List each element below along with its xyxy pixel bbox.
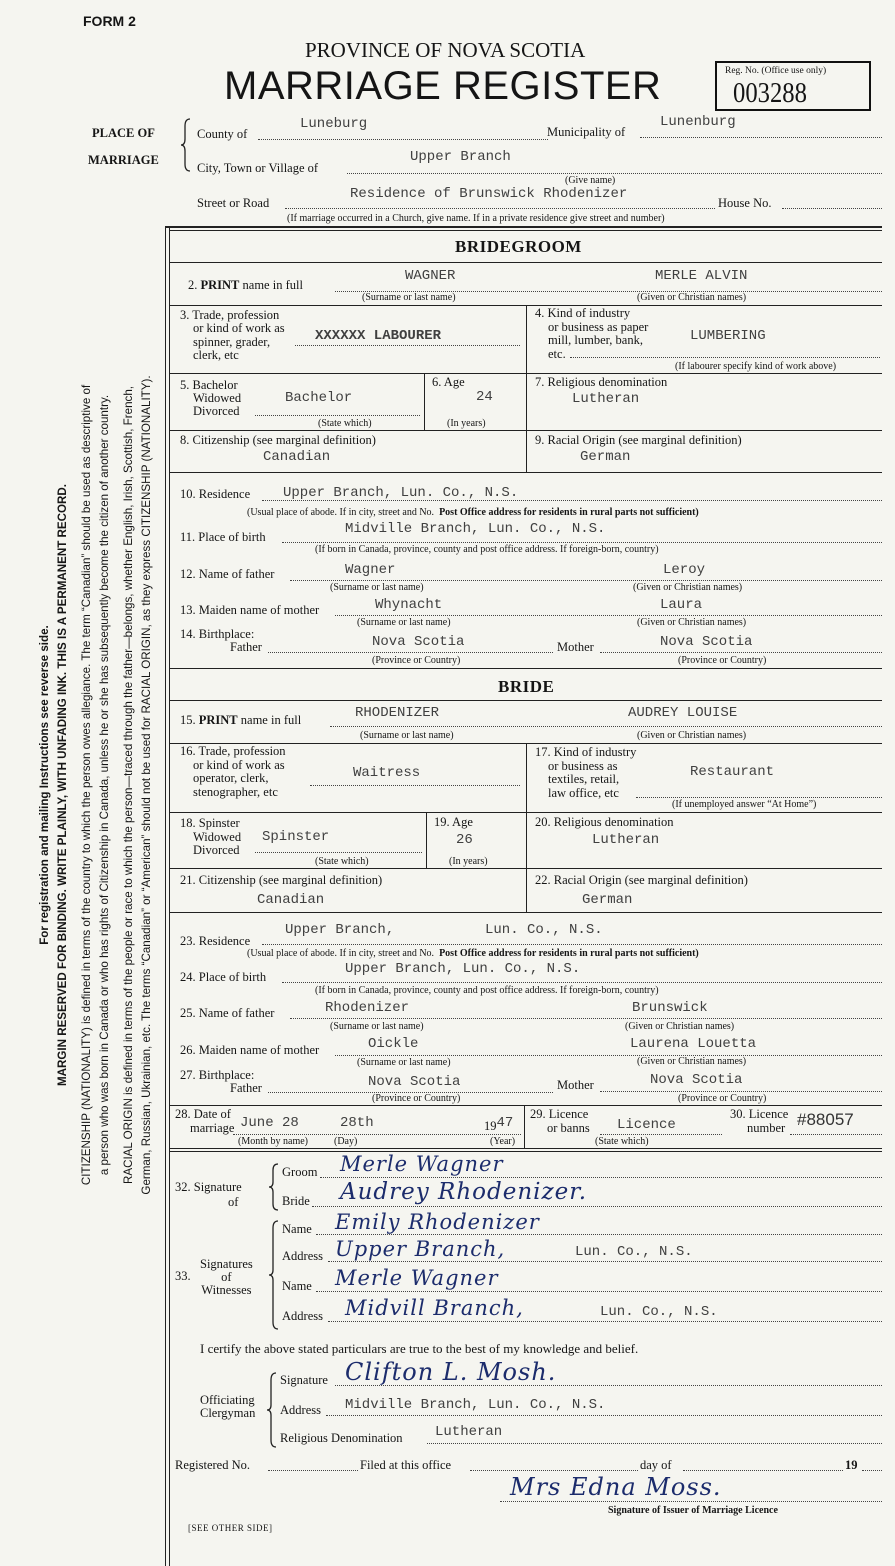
dotted-line	[233, 1134, 521, 1135]
dotted-line	[600, 1134, 722, 1135]
field-label-14: 14. Birthplace:	[180, 627, 255, 641]
text-span: 19	[484, 1119, 497, 1133]
field-label-32: 32. Signature	[175, 1180, 242, 1194]
bride-mother-surname: Oickle	[368, 1036, 419, 1052]
caption: (Month by name)	[238, 1136, 308, 1147]
field-label-25: 25. Name of father	[180, 1006, 275, 1020]
caption: (Surname or last name)	[362, 292, 456, 303]
witness-address-label: Address	[282, 1249, 323, 1263]
witness2-signature: Merle Wagner	[335, 1266, 499, 1290]
dotted-line	[470, 1470, 638, 1471]
groom-father-given: Leroy	[663, 562, 706, 578]
groom-given-names: MERLE ALVIN	[655, 268, 748, 284]
rule-line	[169, 230, 882, 231]
field-label-8: 8. Citizenship (see marginal definition)	[180, 433, 376, 447]
rule-line	[526, 305, 527, 472]
witness1-signature: Emily Rhodenizer	[335, 1210, 540, 1234]
caption: (Surname or last name)	[357, 617, 451, 628]
field-label-30: 30. Licence	[730, 1107, 789, 1121]
text-span: 17. Kind of industry	[535, 745, 637, 759]
text-span: 4. Kind of industry	[535, 306, 631, 320]
text-span: (Usual place of abode. If in city, street and No.	[247, 948, 435, 959]
text-span	[267, 1373, 276, 1447]
municipality-value: Lunenburg	[660, 114, 736, 130]
text-span: 3. Trade, profession	[180, 308, 280, 322]
groom-birthplace: Midville Branch, Lun. Co., N.S.	[345, 521, 606, 537]
dotted-line	[636, 797, 882, 798]
clergy-sig-label: Signature	[280, 1373, 328, 1387]
field-label-10: 10. Residence	[180, 487, 251, 501]
field-label-9: 9. Racial Origin (see marginal definition)	[535, 433, 742, 447]
place-label: MARRIAGE	[88, 153, 159, 167]
father-label: Father	[230, 640, 262, 654]
field-label	[180, 714, 301, 727]
mother-label: Mother	[557, 640, 594, 654]
text-span: Widowed	[193, 391, 242, 405]
groom-trade: XXXXXX LABOURER	[315, 328, 442, 344]
field-label-7: 7. Religious denomination	[535, 375, 668, 389]
text-span: stenographer, etc	[193, 784, 278, 799]
brace	[268, 1220, 280, 1330]
field-label	[188, 279, 303, 292]
field-label-19: 19. Age	[434, 815, 473, 829]
witness1-address-handwritten: Upper Branch,	[335, 1237, 506, 1261]
dotted-line	[600, 1091, 882, 1092]
dotted-line	[255, 852, 422, 853]
dotted-line	[782, 208, 882, 209]
marriage-day: 28th	[340, 1115, 374, 1131]
dotted-line	[312, 1206, 882, 1207]
registered-no-label: Registered No.	[175, 1458, 250, 1472]
field-label-22: 22. Racial Origin (see marginal definition)	[535, 873, 748, 887]
margin-instructions	[36, 225, 161, 1345]
county-label: County of	[197, 127, 248, 141]
mother-label: Mother	[557, 1078, 594, 1092]
caption	[247, 948, 699, 959]
text-span	[181, 119, 190, 171]
give-name-caption: (Give name)	[565, 175, 616, 186]
bride-religion: Lutheran	[592, 832, 660, 848]
field-label-11: 11. Place of birth	[180, 530, 266, 544]
issuer-caption: Signature of Issuer of Marriage Licence	[608, 1505, 778, 1516]
caption: (Day)	[334, 1136, 358, 1147]
text-span: Officiating	[200, 1393, 255, 1407]
groom-father-surname: Wagner	[345, 562, 396, 578]
dotted-line	[347, 173, 882, 174]
form-number: FORM 2	[83, 13, 136, 29]
bride-signature: Audrey Rhodenizer.	[340, 1179, 588, 1205]
text-span: PRINT	[198, 713, 238, 727]
bride-father-birthplace: Nova Scotia	[368, 1074, 461, 1090]
brace	[266, 1372, 278, 1448]
dotted-line	[285, 208, 715, 209]
licence-number: #88057	[797, 1110, 854, 1129]
dotted-line	[262, 944, 882, 945]
clergy-signature: Clifton L. Mosh.	[345, 1358, 557, 1386]
dotted-line	[427, 1443, 882, 1444]
rule-line	[169, 668, 882, 669]
rule-line	[169, 812, 882, 813]
caption: (If born in Canada, province, county and post office address. If foreign-born, country)	[315, 985, 659, 996]
dotted-line	[683, 1470, 843, 1471]
field-label-12: 12. Name of father	[180, 567, 275, 581]
caption: (If labourer specify kind of work above)	[675, 361, 837, 372]
groom-sig-label: Groom	[282, 1165, 318, 1179]
bride-father-given: Brunswick	[632, 1000, 708, 1016]
witnesses-label	[200, 1258, 253, 1297]
text-span: textiles, retail,	[548, 772, 620, 786]
dotted-line	[295, 345, 520, 346]
text-span: or business as	[548, 758, 618, 773]
field-label-5	[180, 379, 241, 418]
dotted-line	[282, 982, 882, 983]
clergy-denomination: Lutheran	[435, 1424, 503, 1440]
caption: (Province or Country)	[678, 1093, 767, 1104]
groom-surname: WAGNER	[405, 268, 456, 284]
county-value: Luneburg	[300, 116, 368, 132]
text-span: clerk, etc	[193, 347, 239, 362]
licence-or-banns: Licence	[617, 1117, 676, 1133]
field-label-30b: number	[747, 1121, 786, 1135]
dotted-line	[255, 415, 420, 416]
dotted-line	[328, 1321, 882, 1322]
street-caption: (If marriage occurred in a Church, give name. If in a private residence give street and number)	[287, 213, 665, 224]
bride-age: 26	[456, 832, 473, 848]
dotted-line	[290, 1018, 882, 1019]
reg-no-value: 003288	[733, 77, 807, 109]
text-span: operator, clerk,	[193, 771, 269, 785]
text-span: Divorced	[193, 843, 240, 857]
rule-line	[169, 868, 882, 869]
witness1-address: Lun. Co., N.S.	[575, 1244, 693, 1260]
text-span: 2.	[188, 278, 201, 292]
text-span: spinner, grader,	[193, 334, 271, 349]
reg-no-label: Reg. No. (Office use only)	[725, 66, 827, 76]
witness-address-label: Address	[282, 1309, 323, 1323]
rule-line	[169, 226, 170, 1566]
section-heading-bridegroom: BRIDEGROOM	[455, 237, 582, 256]
caption: (Province or Country)	[372, 1093, 461, 1104]
field-label-17	[535, 746, 636, 800]
dotted-line	[316, 1234, 882, 1235]
dotted-line	[320, 1177, 882, 1178]
caption: (State which)	[315, 856, 369, 867]
rule-line	[165, 226, 166, 1566]
groom-mother-surname: Whynacht	[375, 597, 443, 613]
bride-father-surname: Rhodenizer	[325, 1000, 410, 1016]
bride-citizenship: Canadian	[257, 892, 325, 908]
caption: (State which)	[318, 418, 372, 429]
dotted-line	[862, 1470, 882, 1471]
text-span: Divorced	[193, 404, 240, 418]
caption: (Province or Country)	[372, 655, 461, 666]
dotted-line	[500, 1501, 882, 1502]
text-span: Post Office address for residents in rural parts not sufficient)	[439, 948, 699, 959]
text-span: 16. Trade, profession	[180, 744, 286, 758]
caption: (If born in Canada, province, county and post office address. If foreign-born, country)	[315, 544, 659, 555]
father-label: Father	[230, 1081, 262, 1095]
field-label-27: 27. Birthplace:	[180, 1068, 255, 1082]
rule-line	[526, 743, 527, 912]
field-label-23: 23. Residence	[180, 934, 251, 948]
text-span: Widowed	[193, 829, 242, 844]
day-of-label: day of	[640, 1458, 672, 1472]
field-label-29b: or banns	[547, 1121, 590, 1135]
groom-mother-given: Laura	[660, 597, 703, 613]
text-span	[269, 1164, 278, 1210]
text-span: name in full	[239, 278, 303, 292]
rule-line	[169, 912, 882, 913]
field-label-26: 26. Maiden name of mother	[180, 1043, 320, 1057]
witness-name-label: Name	[282, 1279, 312, 1293]
bride-mother-birthplace: Nova Scotia	[650, 1072, 743, 1088]
dotted-line	[600, 652, 882, 653]
section-heading-bride: BRIDE	[498, 677, 555, 696]
text-span: 5. Bachelor	[180, 378, 238, 392]
margin-line: German, Russian, Ukrainian, etc. The terms “Canadian” or “American” should not be used for RACIAL ORIGIN, as they express CITIZENSHIP (NATIONALITY).	[140, 375, 153, 1195]
caption	[247, 507, 699, 518]
caption: (Surname or last name)	[330, 1021, 424, 1032]
caption: (State which)	[595, 1136, 649, 1147]
bride-residence: Upper Branch,	[285, 922, 395, 938]
rule-line	[169, 262, 882, 263]
rule-line	[169, 472, 882, 473]
bride-status: Spinster	[262, 829, 330, 845]
field-label-28: 28. Date of	[175, 1107, 231, 1121]
field-label-29: 29. Licence	[530, 1107, 589, 1121]
text-span: name in full	[237, 713, 302, 727]
field-label-4	[535, 307, 648, 361]
text-span: 18. Spinster	[180, 816, 240, 830]
text-span: of	[221, 1270, 232, 1284]
text-span	[269, 1221, 278, 1329]
clergy-address-label: Address	[280, 1403, 321, 1417]
page-title: MARRIAGE REGISTER	[224, 64, 662, 108]
bride-racial-origin: German	[582, 892, 633, 908]
text-span: or business as paper	[548, 319, 649, 334]
dotted-line	[290, 580, 882, 581]
brace	[180, 118, 192, 172]
text-span: etc.	[548, 346, 566, 361]
field-label-32b: of	[228, 1195, 239, 1209]
bride-trade: Waitress	[353, 765, 421, 781]
officiating-clergyman-label	[200, 1394, 255, 1420]
rule-line	[524, 1105, 525, 1148]
text-span: Clergyman	[200, 1406, 256, 1420]
witness2-address-handwritten: Midvill Branch,	[345, 1296, 524, 1320]
caption: (Province or Country)	[678, 655, 767, 666]
margin-line: MARGIN RESERVED FOR BINDING. WRITE PLAINLY, WITH UNFADING INK. THIS IS A PERMANENT RECORD.	[56, 483, 69, 1087]
street-value: Residence of Brunswick Rhodenizer	[350, 186, 628, 202]
margin-line: CITIZENSHIP (NATIONALITY) is defined in terms of the country to which the person owes allegiance. The term “Canadian” should be used as descriptive of	[80, 384, 93, 1186]
province-heading: PROVINCE OF NOVA SCOTIA	[305, 38, 586, 62]
rule-line	[169, 373, 882, 374]
city-label: City, Town or Village of	[197, 161, 319, 175]
dotted-line	[335, 615, 882, 616]
caption: (Given or Christian names)	[625, 1021, 735, 1032]
groom-signature: Merle Wagner	[340, 1152, 504, 1176]
text-span: 47	[496, 1115, 514, 1131]
issuer-signature: Mrs Edna Moss.	[510, 1473, 722, 1501]
dotted-line	[640, 137, 882, 138]
text-span: Post Office address for residents in rural parts not sufficient)	[439, 507, 699, 518]
dotted-line	[310, 785, 520, 786]
rule-line	[426, 812, 427, 868]
house-no-label: House No.	[718, 196, 772, 210]
rule-line	[169, 700, 882, 701]
bride-industry: Restaurant	[690, 764, 775, 780]
margin-line: a person who was born in Canada or who has rights of Citizenship in Canada, unless he or she has subsequently become the citizen of another country.	[98, 394, 111, 1176]
dotted-line	[570, 357, 880, 358]
field-label-20: 20. Religious denomination	[535, 815, 674, 829]
groom-industry: LUMBERING	[690, 328, 766, 344]
caption: (Surname or last name)	[360, 730, 454, 741]
field-label-21: 21. Citizenship (see marginal definition)	[180, 873, 383, 887]
field-label-16	[180, 745, 286, 799]
brace	[268, 1163, 280, 1211]
rule-line	[169, 1151, 882, 1152]
reg-no-box	[715, 61, 871, 111]
caption: (Given or Christian names)	[637, 617, 747, 628]
caption: (Surname or last name)	[357, 1057, 451, 1068]
text-span: Witnesses	[201, 1283, 252, 1297]
field-label-28b: marriage	[190, 1121, 235, 1135]
rule-line	[169, 1148, 882, 1149]
text-span: 15.	[180, 713, 199, 727]
place-label: PLACE OF	[92, 126, 155, 140]
caption: (Given or Christian names)	[633, 582, 743, 593]
marriage-year	[484, 1115, 514, 1135]
dotted-line	[330, 726, 882, 727]
groom-status: Bachelor	[285, 390, 353, 406]
margin-line: RACIAL ORIGIN is defined in terms of the people or race to which the person—traced through the father—belongs, whether English, Irish, Scottish, French,	[122, 386, 135, 1185]
text-span: or kind of work as	[193, 757, 285, 772]
caption: (If unemployed answer “At Home”)	[672, 799, 817, 810]
dotted-line	[328, 1261, 882, 1262]
groom-father-birthplace: Nova Scotia	[372, 634, 465, 650]
field-label-6: 6. Age	[432, 375, 465, 389]
field-label-18	[180, 817, 241, 858]
caption: (Surname or last name)	[330, 582, 424, 593]
groom-mother-birthplace: Nova Scotia	[660, 634, 753, 650]
bride-sig-label: Bride	[282, 1194, 310, 1208]
rule-line	[424, 373, 425, 430]
municipality-label: Municipality of	[547, 125, 626, 139]
field-label-3	[180, 309, 285, 362]
witness-name-label: Name	[282, 1222, 312, 1236]
street-label: Street or Road	[197, 196, 270, 210]
dotted-line	[335, 1055, 882, 1056]
dotted-line	[326, 1415, 882, 1416]
field-label-24: 24. Place of birth	[180, 970, 267, 984]
rule-line	[165, 226, 882, 228]
dotted-line	[268, 1470, 358, 1471]
caption: (In years)	[449, 856, 488, 867]
text-span: Signatures	[200, 1257, 253, 1271]
dotted-line	[258, 139, 548, 140]
text-span: (Usual place of abode. If in city, street and No.	[247, 507, 435, 518]
bride-mother-given: Laurena Louetta	[630, 1036, 757, 1052]
bride-birthplace: Upper Branch, Lun. Co., N.S.	[345, 961, 581, 977]
filed-label: Filed at this office	[360, 1458, 452, 1472]
groom-racial-origin: German	[580, 449, 631, 465]
caption: (In years)	[447, 418, 486, 429]
caption: (Year)	[490, 1136, 516, 1147]
caption: (Given or Christian names)	[637, 730, 747, 741]
marriage-month: June 28	[240, 1115, 299, 1131]
certification-statement: I certify the above stated particulars are true to the best of my knowledge and belief.	[200, 1341, 639, 1356]
text-span: mill, lumber, bank,	[548, 333, 643, 347]
rule-line	[169, 430, 882, 431]
groom-age: 24	[476, 389, 493, 405]
groom-residence: Upper Branch, Lun. Co., N.S.	[283, 485, 519, 501]
bride-given-names: AUDREY LOUISE	[628, 705, 738, 721]
groom-citizenship: Canadian	[263, 449, 331, 465]
field-label-13: 13. Maiden name of mother	[180, 603, 320, 617]
see-other-side: [SEE OTHER SIDE]	[188, 1523, 273, 1533]
dotted-line	[316, 1291, 882, 1292]
text-span: PRINT	[200, 278, 240, 292]
field-label-33: 33.	[175, 1269, 191, 1283]
rule-line	[169, 1105, 882, 1106]
clergy-address: Midville Branch, Lun. Co., N.S.	[345, 1397, 606, 1413]
dotted-line	[790, 1134, 882, 1135]
city-value: Upper Branch	[410, 149, 511, 165]
text-span: law office, etc	[548, 785, 619, 800]
year-prefix: 19	[845, 1458, 858, 1472]
clergy-denomination-label: Religious Denomination	[280, 1431, 403, 1445]
margin-line: For registration and mailing Instructions see reverse side.	[38, 625, 51, 945]
bride-surname: RHODENIZER	[355, 705, 440, 721]
groom-religion: Lutheran	[572, 391, 640, 407]
caption: (Given or Christian names)	[637, 1056, 747, 1067]
dotted-line	[282, 542, 882, 543]
witness2-address: Lun. Co., N.S.	[600, 1304, 718, 1320]
dotted-line	[268, 652, 553, 653]
caption: (Given or Christian names)	[637, 292, 747, 303]
text-span: or kind of work as	[193, 321, 285, 336]
bride-residence-county: Lun. Co., N.S.	[485, 922, 603, 938]
